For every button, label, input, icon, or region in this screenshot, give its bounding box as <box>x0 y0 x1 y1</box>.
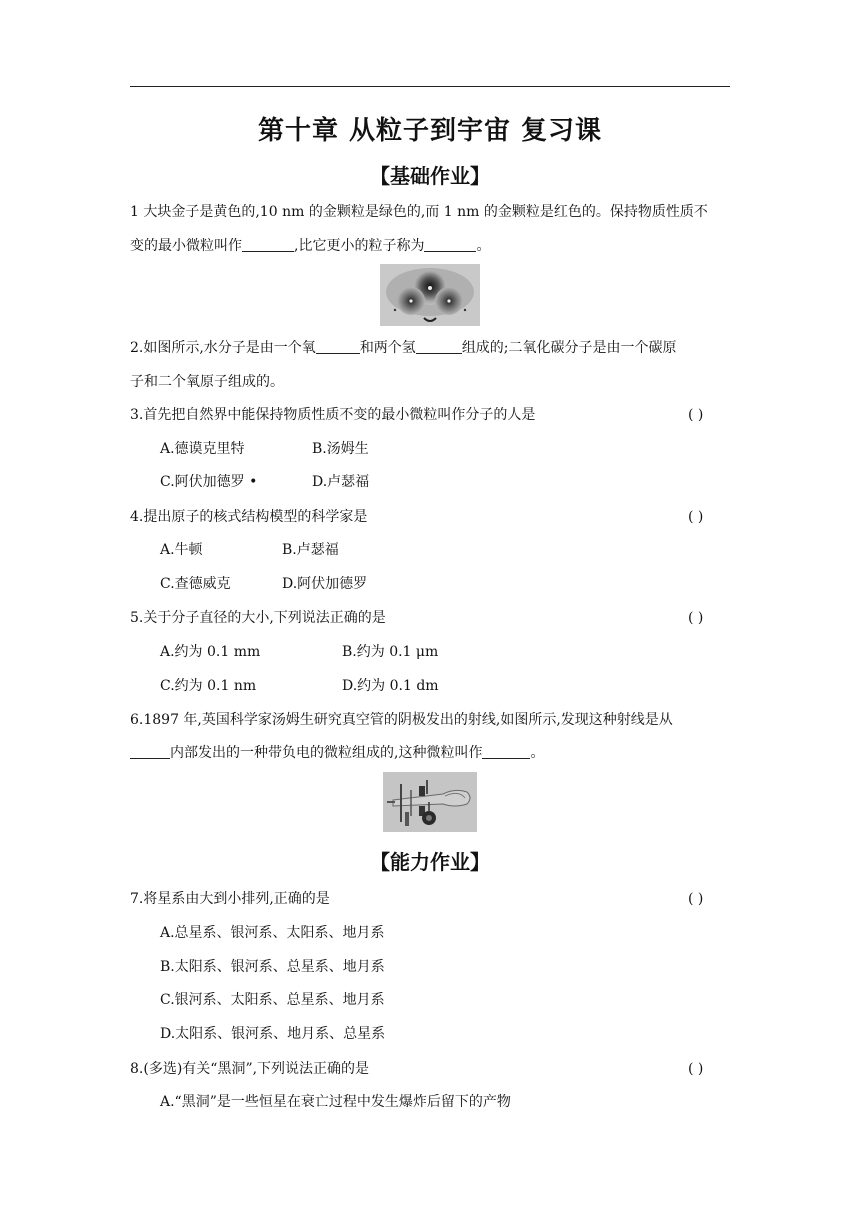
q3-option-b[interactable]: B.汤姆生 <box>312 441 369 457</box>
q4-option-c[interactable]: C.查德威克 <box>160 576 231 592</box>
section-basic-heading: 【基础作业】 <box>370 164 490 188</box>
q5-option-c[interactable]: C.约为 0.1 nm <box>160 678 257 694</box>
page-title: 第十章 从粒子到宇宙 复习课 <box>257 116 603 146</box>
q1-blank-2[interactable] <box>424 237 476 252</box>
q3-stem: 3.首先把自然界中能保持物质性质不变的最小微粒叫作分子的人是 <box>130 407 536 423</box>
q2-blank-2[interactable] <box>416 339 462 354</box>
q2-line1: 2.如图所示,水分子是由一个氧 和两个氢 组成的;二氧化碳分子是由一个碳原 <box>130 340 677 356</box>
q3-option-a[interactable]: A.德谟克里特 <box>160 441 245 457</box>
q3-answer-paren[interactable]: ( ) <box>688 407 704 423</box>
q7-option-c[interactable]: C.银河系、太阳系、总星系、地月系 <box>160 992 385 1008</box>
q6-blank-1[interactable] <box>130 744 170 759</box>
q7-option-d[interactable]: D.太阳系、银河系、地月系、总星系 <box>160 1026 386 1042</box>
cathode-ray-tube-figure <box>383 772 477 832</box>
q6-line2: 内部发出的一种带负电的微粒组成的,这种微粒叫作 。 <box>130 743 730 763</box>
q1-line1: 1 大块金子是黄色的,10 nm 的金颗粒是绿色的,而 1 nm 的金颗粒是红色的。保持物质性质不 <box>130 204 708 220</box>
water-molecule-figure <box>380 264 480 326</box>
q5-option-b[interactable]: B.约为 0.1 μm <box>342 644 439 660</box>
q2-blank-1[interactable] <box>316 339 360 354</box>
q4-answer-paren[interactable]: ( ) <box>688 509 704 525</box>
q3-option-d[interactable]: D.卢瑟福 <box>312 474 370 490</box>
q8-option-a[interactable]: A.“黑洞”是一些恒星在衰亡过程中发生爆炸后留下的产物 <box>160 1094 511 1110</box>
q5-option-a[interactable]: A.约为 0.1 mm <box>160 644 261 660</box>
q7-option-a[interactable]: A.总星系、银河系、太阳系、地月系 <box>160 925 385 941</box>
q5-answer-paren[interactable]: ( ) <box>688 610 704 626</box>
q4-option-a[interactable]: A.牛顿 <box>160 542 203 558</box>
q5-stem: 5.关于分子直径的大小,下列说法正确的是 <box>130 610 386 626</box>
q8-answer-paren[interactable]: ( ) <box>688 1061 704 1077</box>
q5-option-d[interactable]: D.约为 0.1 dm <box>342 678 439 694</box>
q1-blank-1[interactable] <box>242 237 294 252</box>
q1-line2: 变的最小微粒叫作 ,比它更小的粒子称为 。 <box>130 238 491 254</box>
q7-option-b[interactable]: B.太阳系、银河系、总星系、地月系 <box>160 959 385 975</box>
q8-stem: 8.(多选)有关“黑洞”,下列说法正确的是 <box>130 1061 370 1077</box>
q4-stem: 4.提出原子的核式结构模型的科学家是 <box>130 509 368 525</box>
q3-option-c[interactable]: C.阿伏加德罗 • <box>160 474 258 490</box>
q6-line1: 6.1897 年,英国科学家汤姆生研究真空管的阴极发出的射线,如图所示,发现这种射线是从 <box>130 712 673 728</box>
q6-blank-2[interactable] <box>482 744 530 759</box>
q4-option-b[interactable]: B.卢瑟福 <box>282 542 339 558</box>
header-rule <box>130 86 730 87</box>
section-ability-heading: 【能力作业】 <box>370 850 490 874</box>
q7-stem: 7.将星系由大到小排列,正确的是 <box>130 891 330 907</box>
q2-line2: 子和二个氧原子组成的。 <box>130 374 284 390</box>
q7-answer-paren[interactable]: ( ) <box>688 891 704 907</box>
q4-option-d[interactable]: D.阿伏加德罗 <box>282 576 368 592</box>
